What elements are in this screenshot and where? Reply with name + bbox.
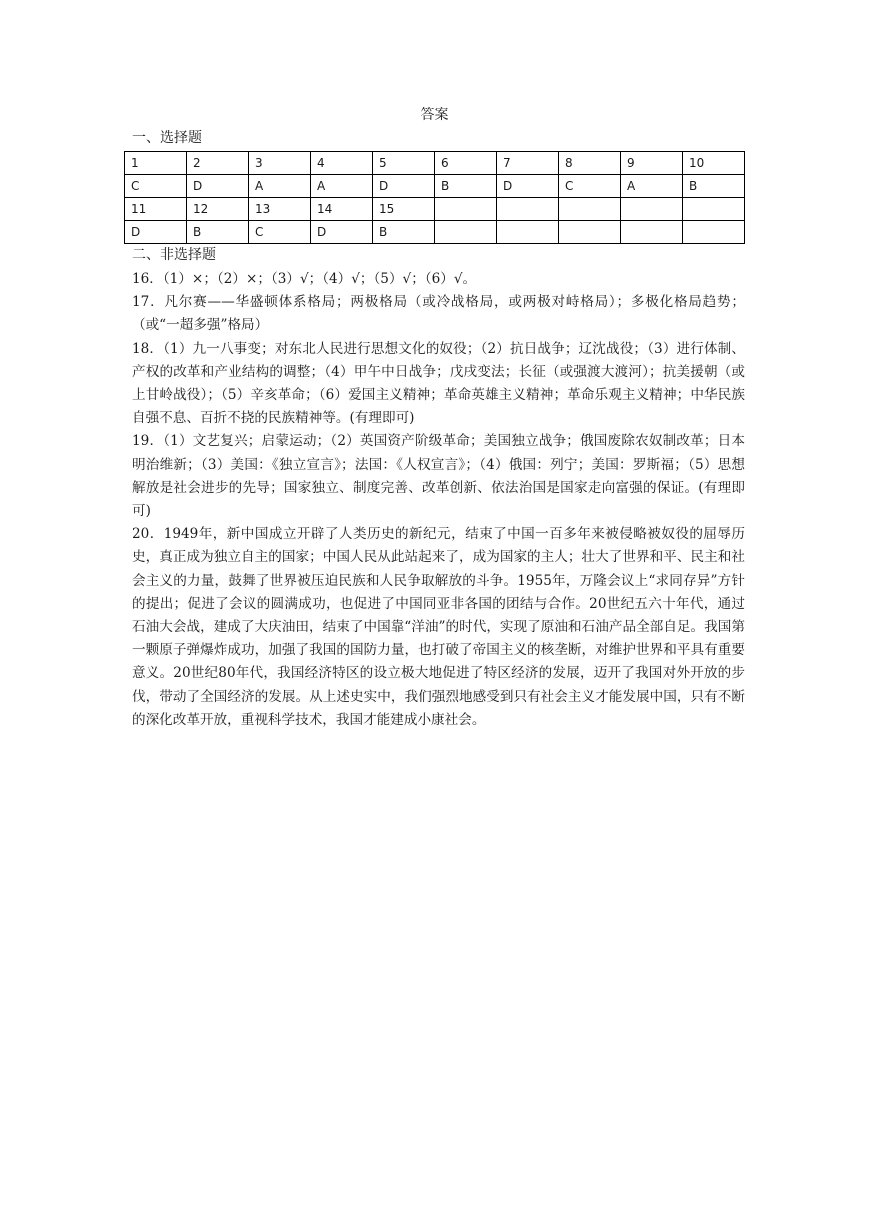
table-cell: 9 — [621, 152, 683, 175]
table-cell — [683, 221, 745, 244]
answer-item: 20．1949年，新中国成立开辟了人类历史的新纪元，结束了中国一百多年来被侵略被奴役的屈辱历史，真正成为独立自主的国家；中国人民从此站起来了，成为国家的主人；壮大了世界和平、民主和社会主义的力量，鼓舞了世界被压迫民族和人民争取解放的斗争。1955年，万隆会议上“求同存异”方针的提出；促进了会议的圆满成功，也促进了中国同亚非各国的团结与合作。20世纪五六十年代，通过石油大会战，建成了大庆油田，结束了中国靠“洋油”的时代，实现了原油和石油产品全部自足。我国第一颗原子弹爆炸成功，加强了我国的国防力量，也打破了帝国主义的核垄断，对维护世界和平具有重要意义。20世纪80年代，我国经济特区的设立极大地促进了特区经济的发展，迈开了我国对外开放的步伐，带动了全国经济的发展。从上述史实中，我们强烈地感受到只有社会主义才能发展中国，只有不断的深化改革开放，重视科学技术，我国才能建成小康社会。 — [132, 526, 745, 728]
table-cell — [621, 221, 683, 244]
table-cell: A — [249, 175, 311, 198]
table-row — [125, 175, 745, 198]
table-cell: 1 — [125, 152, 187, 175]
section-heading-non-multiple-choice: 二、非选择题 — [132, 247, 216, 263]
multiple-choice-answer-table — [124, 151, 745, 244]
table-cell: 14 — [311, 198, 373, 221]
answer-item: 17．凡尔赛——华盛顿体系格局；两极格局（或冷战格局，或两极对峙格局）；多极化格局趋势；（或“一超多强”格局） — [132, 294, 745, 334]
table-cell: 10 — [683, 152, 745, 175]
table-cell: A — [311, 175, 373, 198]
table-cell — [559, 198, 621, 221]
table-cell: 6 — [435, 152, 497, 175]
table-cell: 8 — [559, 152, 621, 175]
page-title: 答案 — [420, 107, 449, 123]
table-cell: B — [373, 221, 435, 244]
table-cell: B — [187, 221, 249, 244]
table-cell: 5 — [373, 152, 435, 175]
table-cell: D — [497, 175, 559, 198]
answer-item: 18．（1）九一八事变；对东北人民进行思想文化的奴役；（2）抗日战争；辽沈战役；（3）进行体制、产权的改革和产业结构的调整；（4）甲午中日战争；戊戌变法；长征（或强渡大渡河）；抗美援朝（或上甘岭战役）；（5）辛亥革命；（6）爱国主义精神；革命英雄主义精神；革命乐观主义精神；中华民族自强不息、百折不挠的民族精神等。(有理即可) — [132, 340, 745, 427]
table-cell: D — [311, 221, 373, 244]
table-cell — [497, 198, 559, 221]
table-cell — [621, 198, 683, 221]
table-row — [125, 221, 745, 244]
table-cell: 12 — [187, 198, 249, 221]
table-cell: D — [187, 175, 249, 198]
table-cell: C — [559, 175, 621, 198]
table-cell: 4 — [311, 152, 373, 175]
table-cell: C — [249, 221, 311, 244]
table-cell: D — [373, 175, 435, 198]
non-multiple-choice-answers — [132, 268, 745, 732]
table-cell — [559, 221, 621, 244]
answer-item: 16．（1）×；（2）×；（3）√；（4）√；（5）√；（6）√。 — [132, 271, 477, 287]
table-cell: 2 — [187, 152, 249, 175]
section-heading-multiple-choice: 一、选择题 — [132, 130, 202, 146]
table-cell: 7 — [497, 152, 559, 175]
table-cell: D — [125, 221, 187, 244]
table-cell — [683, 198, 745, 221]
table-cell — [435, 198, 497, 221]
table-cell: A — [621, 175, 683, 198]
table-cell: 13 — [249, 198, 311, 221]
table-row — [125, 198, 745, 221]
table-cell: C — [125, 175, 187, 198]
table-row — [125, 152, 745, 175]
table-cell — [435, 221, 497, 244]
table-cell: B — [435, 175, 497, 198]
table-cell: 3 — [249, 152, 311, 175]
answer-item: 19．（1）文艺复兴；启蒙运动；（2）英国资产阶级革命；美国独立战争；俄国废除农奴制改革；日本明治维新；（3）美国：《独立宣言》；法国：《人权宣言》；（4）俄国：列宁；美国：罗斯福；（5）思想解放是社会进步的先导；国家独立、制度完善、改革创新、依法治国是国家走向富强的保证。(有理即可) — [132, 433, 745, 520]
table-cell: B — [683, 175, 745, 198]
table-cell: 11 — [125, 198, 187, 221]
table-cell — [497, 221, 559, 244]
table-cell: 15 — [373, 198, 435, 221]
